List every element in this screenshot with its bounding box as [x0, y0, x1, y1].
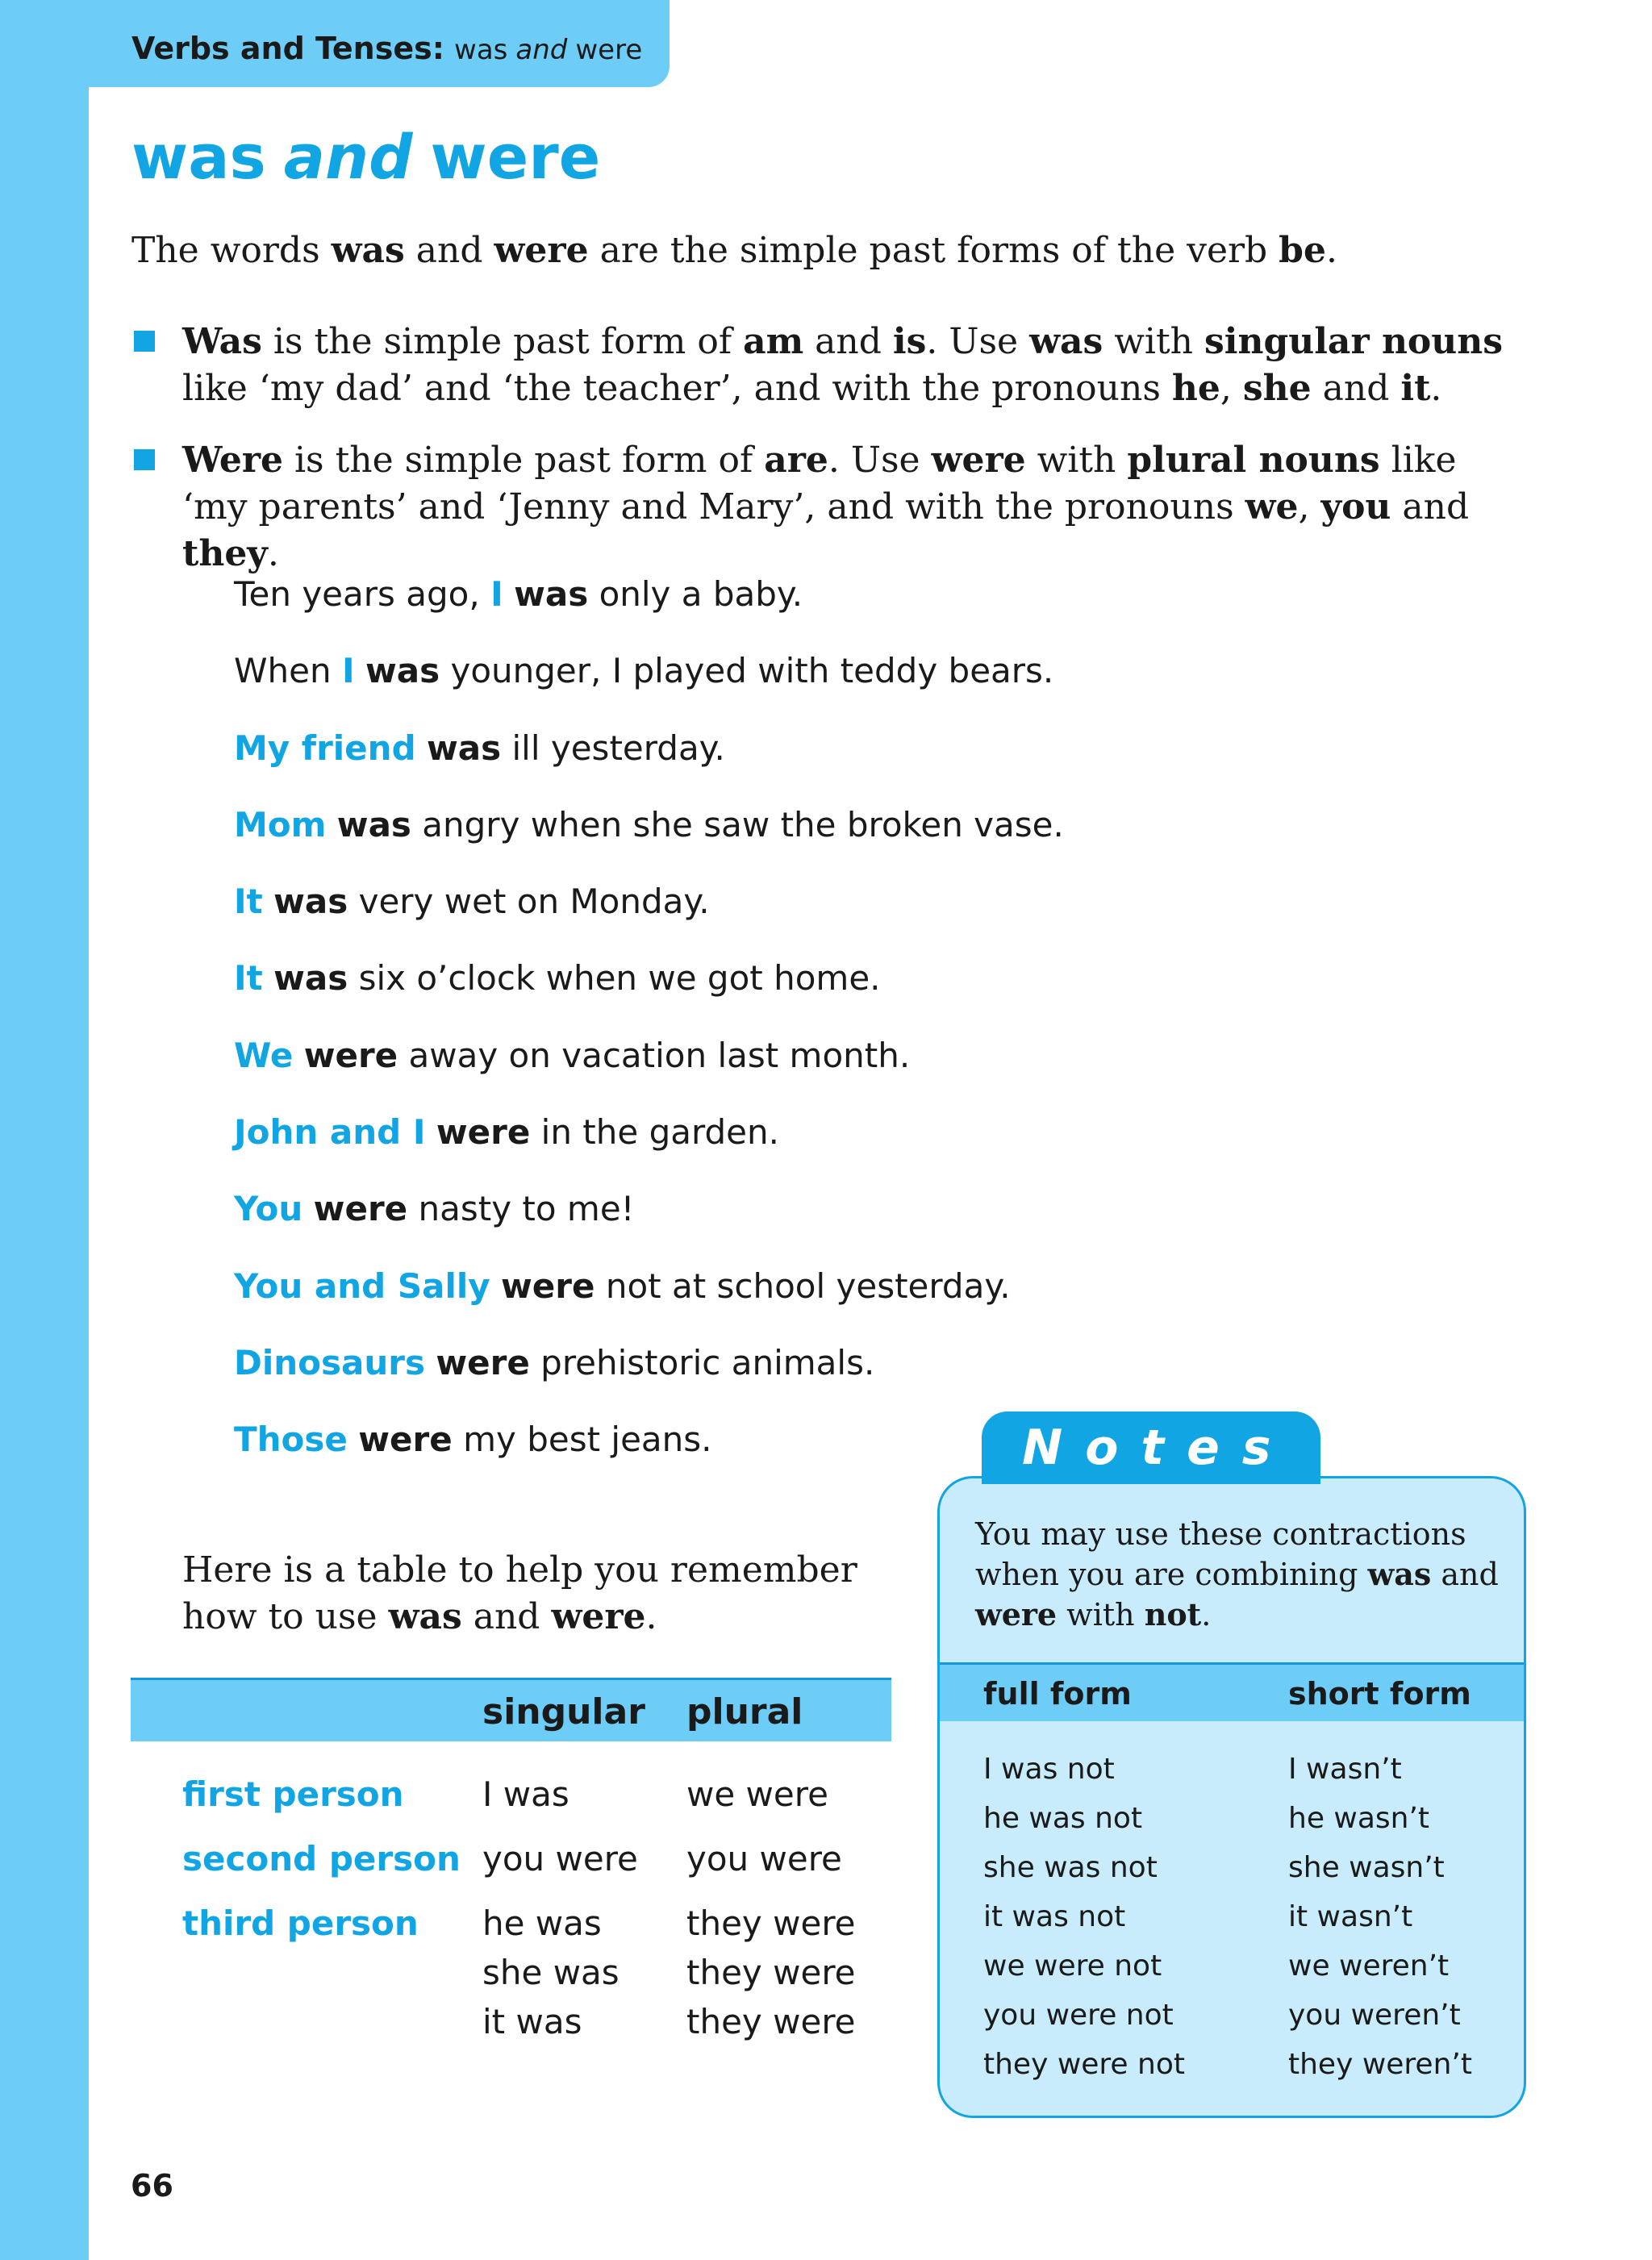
verb-table-singular: it was — [482, 2002, 582, 2041]
table-row — [940, 2048, 1524, 2097]
verb-table-person: first person — [182, 1774, 404, 1814]
example-verb: was — [427, 728, 502, 768]
example-subject: You — [234, 1189, 303, 1229]
page-number: 66 — [131, 2168, 173, 2204]
verb-table-plural: you were — [686, 1839, 842, 1878]
notes-table-header — [940, 1662, 1524, 1721]
example-sentence: My friend was ill yesterday. — [234, 728, 725, 768]
verb-table-plural: they were — [686, 2002, 856, 2041]
intro-paragraph: The words was and were are the simple past forms of the verb be. — [131, 230, 1337, 271]
notes-full-form: we were not — [983, 1949, 1162, 1983]
example-verb: were — [436, 1342, 530, 1382]
example-subject: John and I — [234, 1112, 426, 1153]
example-sentence: When I was younger, I played with teddy bears. — [234, 651, 1054, 691]
example-subject: Dinosaurs — [234, 1342, 425, 1382]
example-verb: were — [436, 1112, 531, 1153]
example-sentence: It was six o’clock when we got home. — [234, 958, 881, 999]
section-header-topic: Verbs and Tenses: — [131, 31, 444, 66]
example-sentence: Mom was angry when she saw the broken vase. — [234, 804, 1064, 844]
example-sentences — [234, 567, 1064, 1490]
verb-table-header — [131, 1678, 891, 1741]
title-word-was: was — [131, 121, 266, 193]
bullet-square-icon — [134, 449, 155, 470]
example-sentence: Those were my best jeans. — [234, 1420, 712, 1460]
notes-full-form: he was not — [983, 1802, 1143, 1835]
verb-table-person: second person — [182, 1839, 461, 1878]
notes-full-form: I was not — [983, 1753, 1115, 1786]
example-subject: Mom — [234, 804, 327, 844]
notes-full-form: they were not — [983, 2048, 1185, 2081]
example-verb: were — [358, 1420, 453, 1460]
bullet-was — [182, 319, 1505, 412]
example-sentence: John and I were in the garden. — [234, 1112, 779, 1153]
notes-col-full-form: full form — [983, 1676, 1132, 1712]
verb-table-col-singular: singular — [482, 1691, 645, 1733]
example-subject: It — [234, 958, 263, 999]
bullet-were — [182, 437, 1505, 578]
example-sentence: Ten years ago, I was only a baby. — [234, 574, 803, 614]
verb-table-plural: they were — [686, 1903, 856, 1943]
section-header-word-was: was — [454, 34, 508, 66]
notes-text: You may use these contractions when you are combining was and were with not. — [975, 1516, 1499, 1632]
example-sentence: You were nasty to me! — [234, 1189, 635, 1229]
example-subject: My friend — [234, 728, 416, 768]
notes-col-short-form: short form — [1288, 1676, 1471, 1712]
example-verb: was — [273, 958, 348, 999]
section-header-and: and — [515, 34, 568, 66]
example-subject: You and Sally — [234, 1266, 490, 1306]
verb-table-singular: she was — [482, 1953, 620, 1992]
example-verb: were — [303, 1035, 398, 1075]
verb-table-singular: you were — [482, 1839, 638, 1878]
verb-table-person: third person — [182, 1903, 419, 1943]
notes-short-form: you weren’t — [1288, 1999, 1461, 2032]
example-sentence: Dinosaurs were prehistoric animals. — [234, 1342, 875, 1382]
bullet-were-text: Were is the simple past form of are. Use were with plural nouns like ‘my parents’ and ‘Jenny and Mary’, and with the pronouns we, you and they. — [182, 440, 1470, 574]
notes-full-form: she was not — [983, 1851, 1158, 1884]
table-row — [940, 1851, 1524, 1900]
table-row — [940, 1900, 1524, 1949]
example-verb: was — [336, 804, 411, 844]
example-subject: It — [234, 882, 263, 922]
section-header-word-were: were — [575, 34, 643, 66]
verb-table-singular: he was — [482, 1903, 602, 1943]
notes-short-form: it wasn’t — [1288, 1900, 1413, 1933]
example-subject: We — [234, 1035, 294, 1075]
table-row — [940, 1753, 1524, 1802]
notes-short-form: he wasn’t — [1288, 1802, 1430, 1835]
notes-box — [937, 1476, 1526, 2118]
notes-full-form: you were not — [983, 1999, 1174, 2032]
example-verb: was — [273, 882, 348, 922]
notes-full-form: it was not — [983, 1900, 1126, 1933]
example-verb: was — [365, 651, 440, 691]
example-sentence: It was very wet on Monday. — [234, 882, 710, 922]
table-intro-text: Here is a table to help you remember how to use was and were. — [182, 1549, 857, 1637]
example-subject: Those — [234, 1420, 348, 1460]
notes-short-form: we weren’t — [1288, 1949, 1450, 1983]
notes-tab-label: Notes — [1022, 1420, 1294, 1476]
verb-table-singular: I was — [482, 1774, 569, 1814]
table-row — [940, 1949, 1524, 1999]
notes-short-form: I wasn’t — [1288, 1753, 1402, 1786]
left-color-strip — [0, 0, 89, 2260]
bullet-square-icon — [134, 331, 155, 352]
example-verb: was — [514, 574, 589, 614]
page-title — [131, 121, 600, 193]
example-subject: I — [490, 574, 503, 614]
notes-tab — [982, 1411, 1320, 1484]
table-row — [940, 1999, 1524, 2048]
verb-table-plural: we were — [686, 1774, 828, 1814]
example-sentence: We were away on vacation last month. — [234, 1035, 911, 1075]
notes-short-form: she wasn’t — [1288, 1851, 1445, 1884]
verb-table-plural: they were — [686, 1953, 856, 1992]
title-word-were: were — [430, 121, 601, 193]
notes-short-form: they weren’t — [1288, 2048, 1472, 2081]
example-verb: were — [313, 1189, 408, 1229]
verb-table-col-plural: plural — [686, 1691, 803, 1733]
table-row — [940, 1802, 1524, 1851]
example-sentence: You and Sally were not at school yesterday. — [234, 1266, 1011, 1306]
title-word-and: and — [283, 121, 413, 193]
example-verb: were — [500, 1266, 595, 1306]
example-subject: I — [341, 651, 355, 691]
bullet-was-text: Was is the simple past form of am and is. Use was with singular nouns like ‘my dad’ and ‘the teacher’, and with the pronouns he, she and it. — [182, 321, 1504, 409]
section-header — [131, 31, 642, 66]
